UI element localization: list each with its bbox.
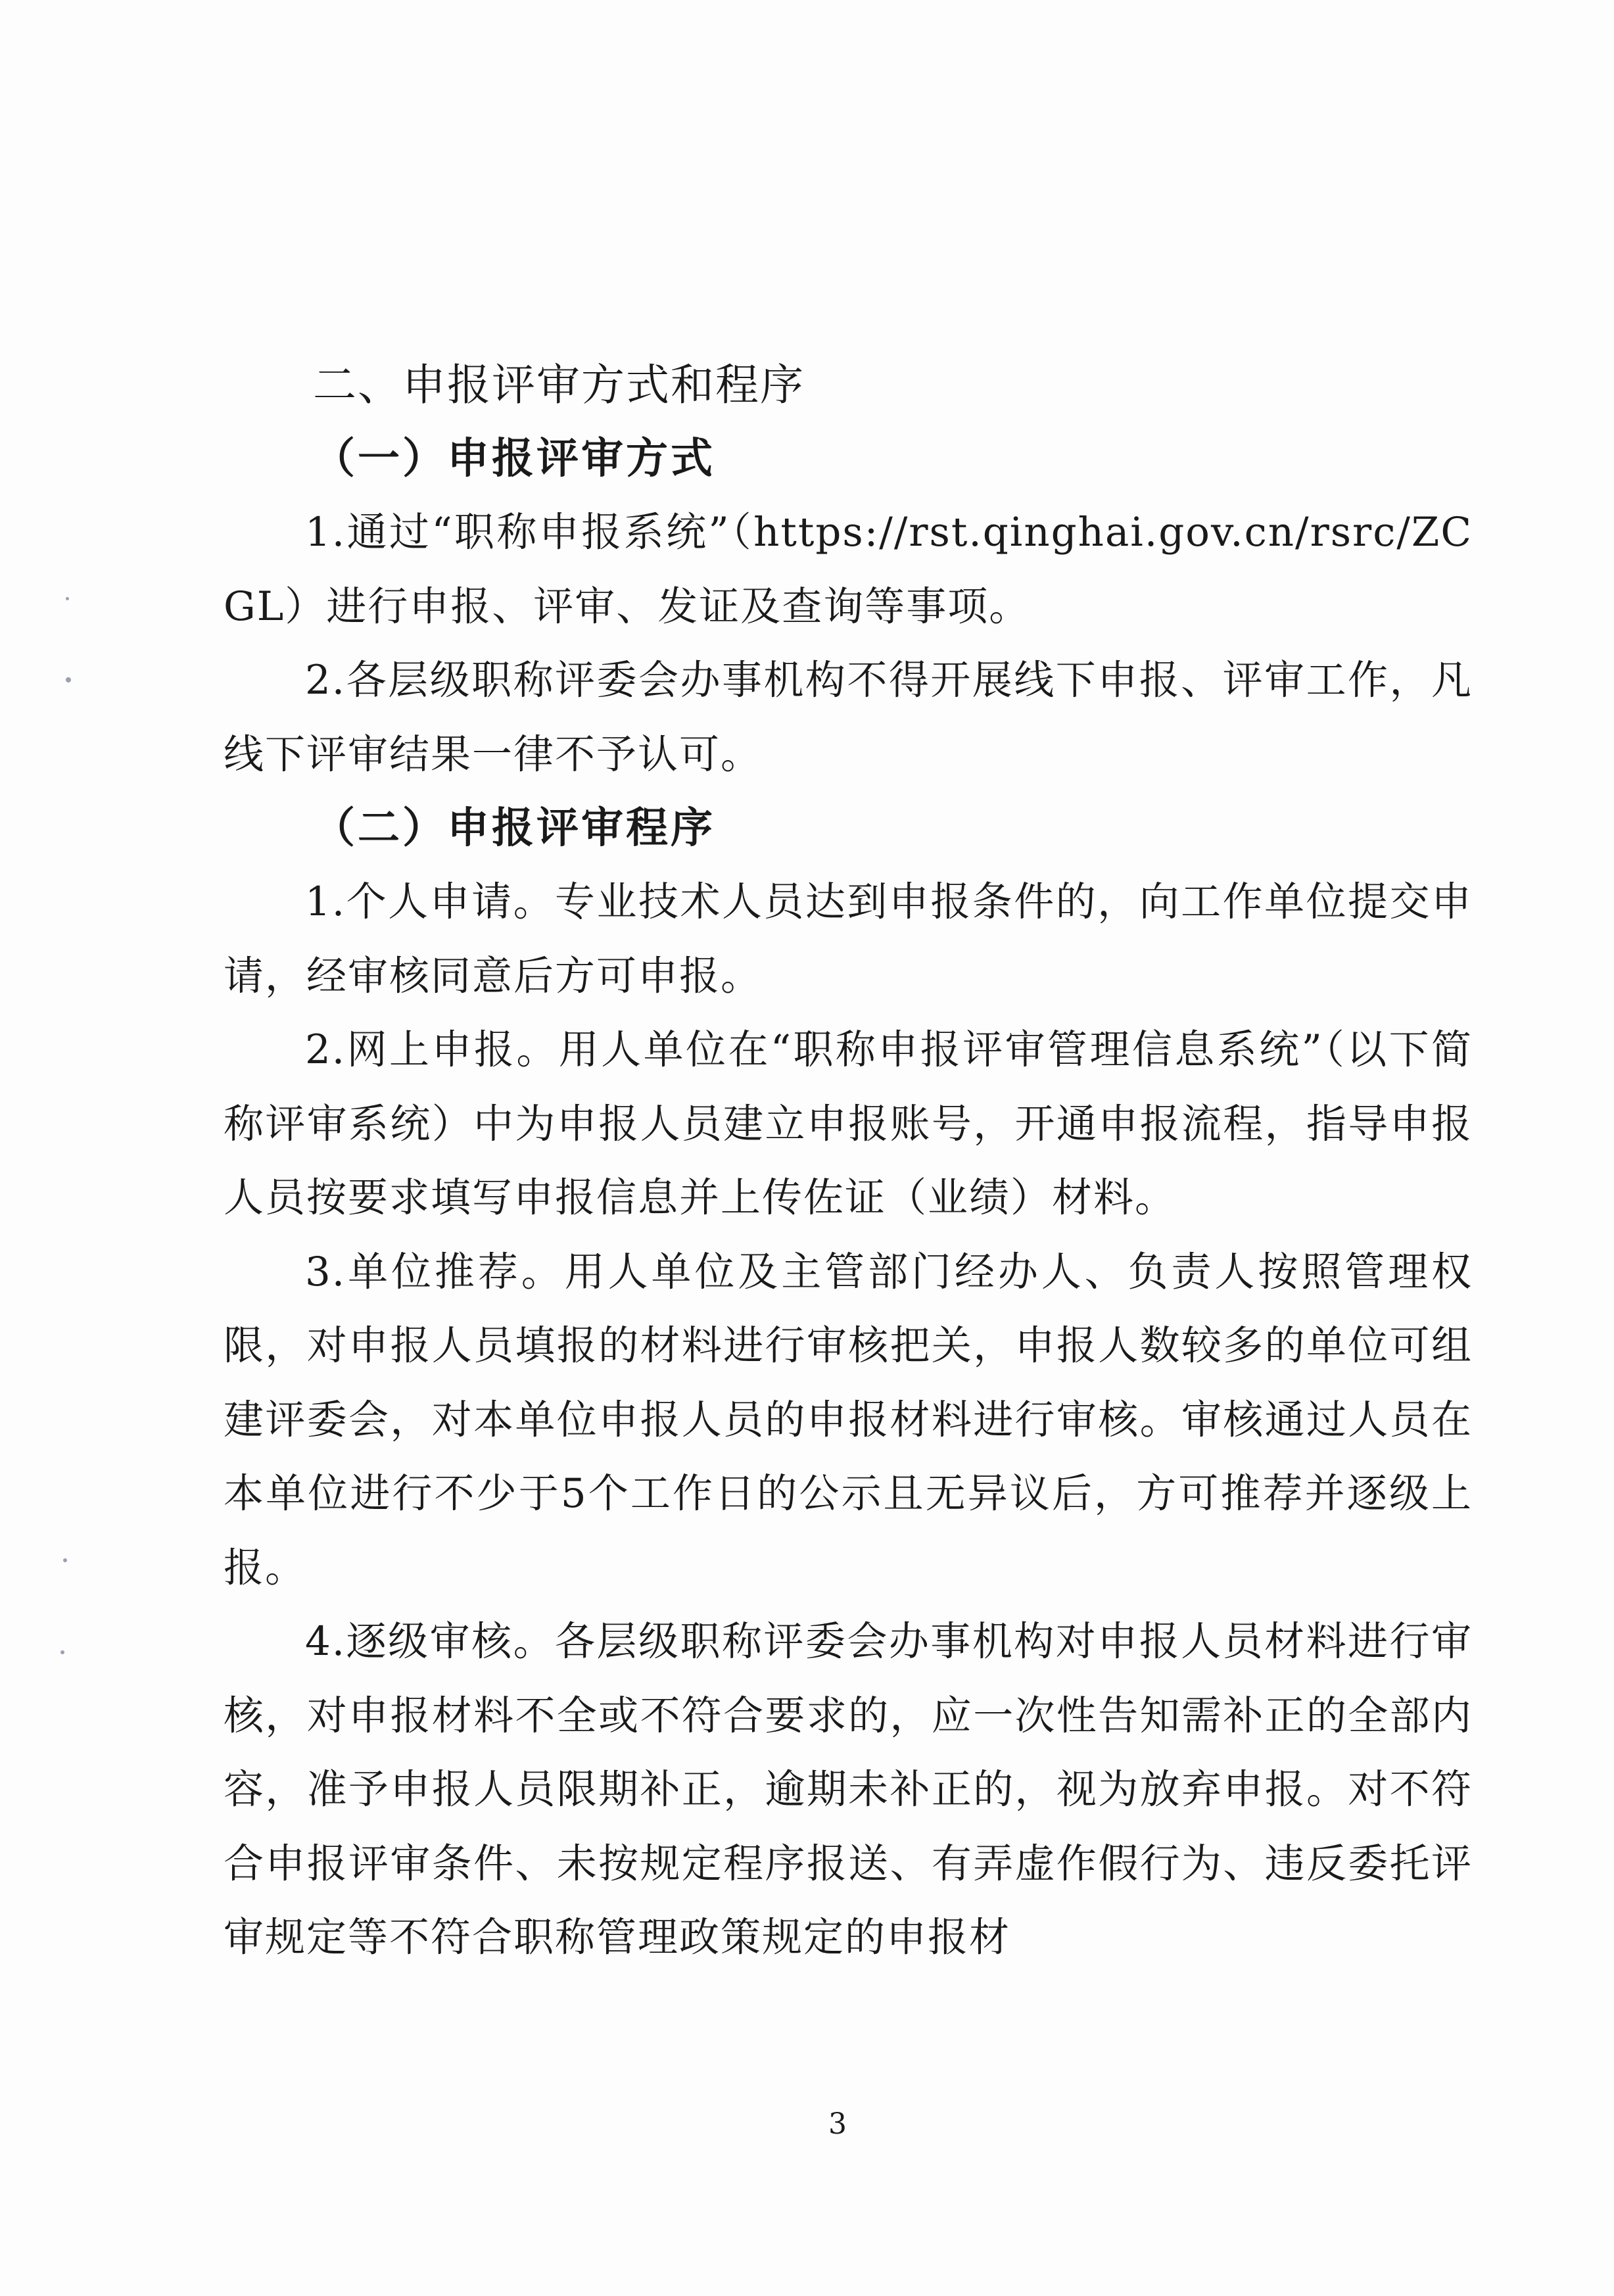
page-number: 3 [828,2107,847,2141]
subsection-title-procedure: （二）申报评审程序 [313,804,715,853]
scan-speck [63,1558,67,1562]
scan-speck [66,597,69,600]
paragraph: 1.个人申请。专业技术人员达到申报条件的，向工作单位提交申请，经审核同意后方可申报。 [224,878,1473,999]
scan-speck [66,677,71,682]
paragraph: 1.通过“职称申报系统”（https://rst.qinghai.gov.cn/rsrc/ZCGL）进行申报、评审、发证及查询等事项。 [224,509,1473,630]
document-body [224,348,1473,1975]
paragraph: 3.单位推荐。用人单位及主管部门经办人、负责人按照管理权限，对申报人员填报的材料进行审核把关，申报人数较多的单位可组建评委会，对本单位申报人员的申报材料进行审核。审核通过人员在本单位进行不少于5个工作日的公示且无异议后，方可推荐并逐级上报。 [224,1248,1473,1591]
paragraph: 2.各层级职称评委会办事机构不得开展线下申报、评审工作，凡线下评审结果一律不予认可。 [224,657,1473,778]
scan-speck [60,1650,64,1654]
section-title: 二、申报评审方式和程序 [313,360,805,410]
subsection-title-method: （一）申报评审方式 [313,435,715,483]
paragraph: 4.逐级审核。各层级职称评委会办事机构对申报人员材料进行审核，对申报材料不全或不符合要求的，应一次性告知需补正的全部内容，准予申报人员限期补正，逾期未补正的，视为放弃申报。对不符合申报评审条件、未按规定程序报送、有弄虚作假行为、违反委托评审规定等不符合职称管理政策规定的申报材 [224,1618,1473,1961]
paragraph: 2.网上申报。用人单位在“职称申报评审管理信息系统”（以下简称评审系统）中为申报人员建立申报账号，开通申报流程，指导申报人员按要求填写申报信息并上传佐证（业绩）材料。 [224,1026,1473,1221]
